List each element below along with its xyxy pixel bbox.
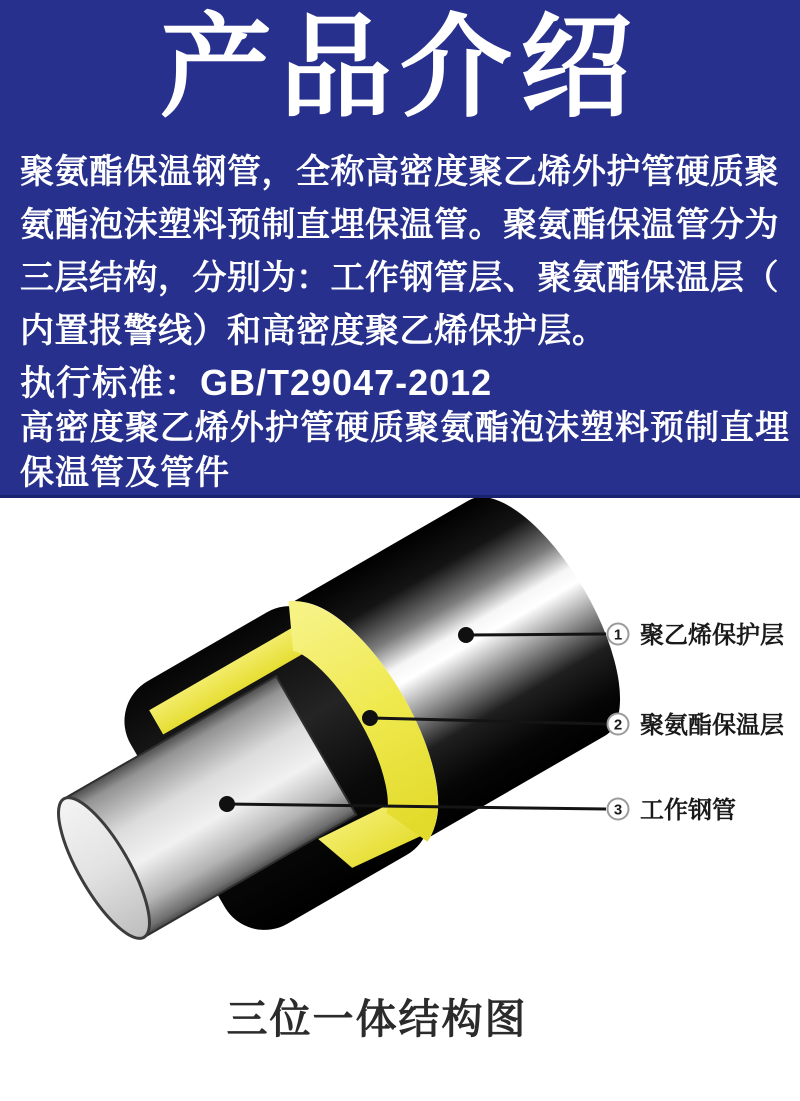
caption-row <box>0 986 800 1045</box>
intro-line: 氨酯泡沫塑料预制直埋保温管。聚氨酯保温管分为 <box>20 206 779 244</box>
standard-desc-line: 高密度聚乙烯外护管硬质聚氨酯泡沫塑料预制直埋 <box>20 409 790 447</box>
pipe-cutaway-figure <box>0 498 800 968</box>
intro-line: 聚氨酯保温钢管，全称高密度聚乙烯外护管硬质聚 <box>20 153 779 191</box>
label-1-number: 1 <box>613 626 623 644</box>
label-3-number: 3 <box>613 801 623 819</box>
pipe-assembly <box>12 498 654 968</box>
intro-paragraph <box>20 146 782 358</box>
standard-label: 执行标准： <box>20 364 201 403</box>
standard-description <box>20 406 790 496</box>
leader-dot <box>458 627 474 643</box>
label-1-text: 聚乙烯保护层 <box>640 622 784 649</box>
intro-line: 三层结构，分别为：工作钢管层、聚氨酯保温层（ <box>20 259 779 297</box>
standard-code: GB/T29047-2012 <box>200 362 493 403</box>
figure-section <box>0 498 800 1045</box>
page-title: 产品介绍 <box>160 5 640 130</box>
intro-section <box>0 0 800 498</box>
standard-line <box>20 360 782 406</box>
label-3-text: 工作钢管 <box>640 797 736 824</box>
label-2-number: 2 <box>613 716 623 734</box>
leader-dot <box>219 796 235 812</box>
standard-desc-line: 保温管及管件 <box>20 454 230 492</box>
figure-caption: 三位一体结构图 <box>226 996 528 1042</box>
intro-line: 内置报警线）和高密度聚乙烯保护层。 <box>20 312 607 350</box>
label-2-text: 聚氨酯保温层 <box>640 712 784 739</box>
leader-dot <box>362 710 378 726</box>
